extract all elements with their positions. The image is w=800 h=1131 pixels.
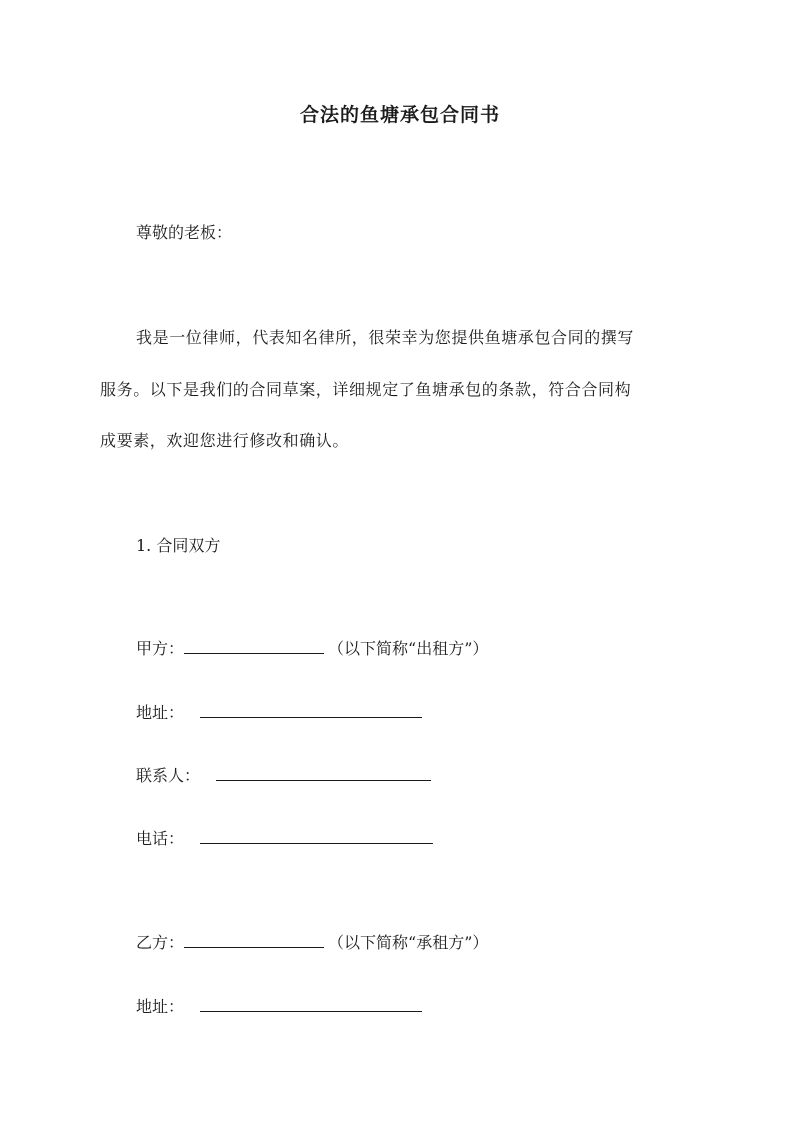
intro-line-2: 服务。以下是我们的合同草案，详细规定了鱼塘承包的条款，符合合同构 — [100, 380, 632, 399]
party-b-address-label: 地址： — [136, 997, 185, 1016]
party-a-blank[interactable] — [184, 639, 324, 654]
party-a-row — [136, 636, 488, 659]
party-a-phone-row — [136, 826, 437, 849]
party-a-address-blank[interactable] — [200, 703, 422, 718]
intro-line-1: 我是一位律师，代表知名律所，很荣幸为您提供鱼塘承包合同的撰写 — [136, 328, 635, 347]
party-b-address-row — [136, 994, 426, 1017]
document-title: 合法的鱼塘承包合同书 — [299, 104, 500, 126]
party-a-contact-row — [136, 763, 435, 786]
party-a-label: 甲方： — [136, 639, 185, 658]
party-a-phone-blank[interactable] — [200, 829, 433, 844]
party-a-contact-blank[interactable] — [216, 766, 431, 781]
greeting: 尊敬的老板： — [136, 223, 233, 242]
party-a-note: （以下简称“出租方”） — [328, 639, 489, 658]
party-b-label: 乙方： — [136, 933, 185, 952]
section-heading-parties: 1. 合同双方 — [136, 536, 221, 555]
party-a-address-row — [136, 700, 426, 723]
party-a-phone-label: 电话： — [136, 829, 185, 848]
party-b-note: （以下简称“承租方”） — [328, 933, 489, 952]
party-b-blank[interactable] — [184, 933, 324, 948]
party-a-contact-label: 联系人： — [136, 766, 201, 785]
party-b-row — [136, 930, 488, 953]
party-a-address-label: 地址： — [136, 703, 185, 722]
intro-line-3: 成要素，欢迎您进行修改和确认。 — [100, 431, 350, 450]
party-b-address-blank[interactable] — [200, 997, 422, 1012]
